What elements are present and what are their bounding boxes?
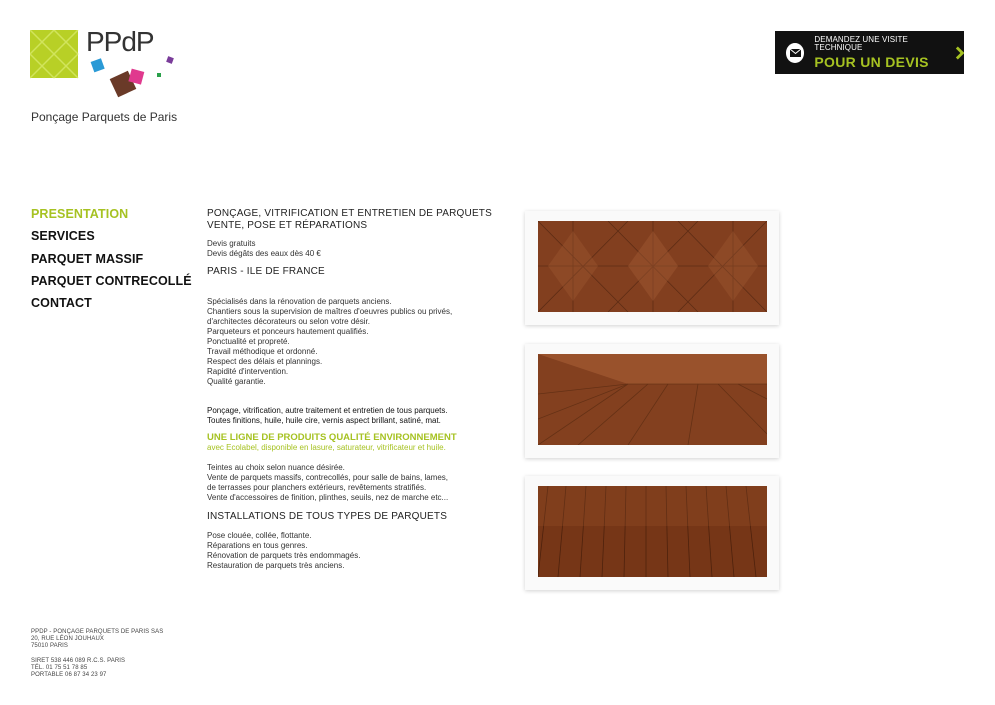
footer-city: 75010 PARIS — [31, 643, 69, 650]
list-item: Chantiers sous la supervision de maîtres d'oeuvres publics ou privés, — [207, 306, 453, 316]
company-footer — [31, 629, 163, 679]
site-tagline: Ponçage Parquets de Paris — [31, 110, 178, 124]
quote-button-line1: DEMANDEZ UNE VISITE TECHNIQUE — [814, 35, 908, 52]
list-item: Spécialisés dans la rénovation de parquets anciens. — [207, 296, 392, 306]
footer-address: 20, RUE LÉON JOUHAUX — [31, 636, 105, 643]
list-item: Rapidité d'intervention. — [207, 366, 289, 376]
list-item: Parqueteurs et ponceurs hautement qualifiés. — [207, 326, 369, 336]
list-item: d'architectes décorateurs ou selon votre désir. — [207, 316, 370, 326]
services-summary-line2: Toutes finitions, huile, huile cire, vernis aspect brillant, satiné, mat. — [207, 415, 441, 425]
eco-subheading: avec Ecolabel, disponible en lasure, saturateur, vitrificateur et huile. — [207, 442, 446, 452]
headline-line1: PONÇAGE, VITRIFICATION ET ENTRETIEN DE PARQUETS — [207, 208, 492, 219]
request-quote-button[interactable] — [775, 31, 964, 74]
list-item: Vente d'accessoires de finition, plinthes, seuils, nez de marche etc... — [207, 492, 449, 502]
footer-company-name: PPDP - PONÇAGE PARQUETS DE PARIS SAS — [31, 629, 164, 635]
devis-degats: Devis dégâts des eaux dès 40 € — [207, 249, 321, 258]
list-item: Ponctualité et propreté. — [207, 336, 290, 346]
list-item: Réparations en tous genres. — [207, 541, 308, 550]
list-item: Vente de parquets massifs, contrecollés, pour salle de bains, lames, — [207, 472, 449, 482]
nav-item-services[interactable]: SERVICES — [31, 229, 95, 244]
nav-item-presentation[interactable]: PRESENTATION — [31, 207, 129, 221]
eco-heading: UNE LIGNE DE PRODUITS QUALITÉ ENVIRONNEMENT — [207, 431, 457, 443]
devis-gratuits: Devis gratuits — [207, 239, 256, 248]
quote-button-line2: POUR UN DEVIS — [814, 54, 929, 70]
footer-siret: SIRET 538 446 089 R.C.S. PARIS — [31, 657, 126, 664]
footer-mobile: PORTABLE 06 87 34 23 97 — [31, 672, 107, 679]
parquet-photo-room — [525, 344, 779, 458]
main-navigation — [31, 207, 192, 318]
list-item: de terrasses pour planchers extérieurs, revêtements stratifiés. — [207, 482, 427, 492]
services-summary-line1: Ponçage, vitrification, autre traitement et entretien de tous parquets. — [207, 405, 448, 415]
region-heading: PARIS - ILE DE FRANCE — [207, 266, 325, 277]
presentation-content — [207, 208, 507, 571]
mail-icon — [786, 43, 804, 63]
nav-item-contact[interactable]: CONTACT — [31, 296, 92, 311]
parquet-photo-diamond — [525, 211, 779, 325]
list-item: Qualité garantie. — [207, 376, 266, 386]
list-item: Pose clouée, collée, flottante. — [207, 531, 312, 540]
list-item: Respect des délais et plannings. — [207, 356, 323, 366]
installations-heading: INSTALLATIONS DE TOUS TYPES DE PARQUETS — [207, 510, 448, 522]
parquet-photo-planks — [525, 476, 779, 590]
nav-item-parquet-massif[interactable]: PARQUET MASSIF — [31, 251, 144, 266]
chevron-right-icon — [955, 45, 964, 61]
list-item: Rénovation de parquets très endommagés. — [207, 551, 361, 560]
logo-wordmark: PPdP — [86, 26, 154, 57]
footer-phone: TÉL. 01 75 51 78 85 — [31, 664, 88, 671]
list-item: Teintes au choix selon nuance désirée. — [207, 462, 345, 472]
list-item: Restauration de parquets très anciens. — [207, 561, 345, 570]
list-item: Travail méthodique et ordonné. — [207, 346, 318, 356]
headline-line2: VENTE, POSE ET RÉPARATIONS — [207, 219, 368, 231]
nav-item-parquet-contrecolle[interactable]: PARQUET CONTRECOLLÉ — [31, 273, 192, 288]
